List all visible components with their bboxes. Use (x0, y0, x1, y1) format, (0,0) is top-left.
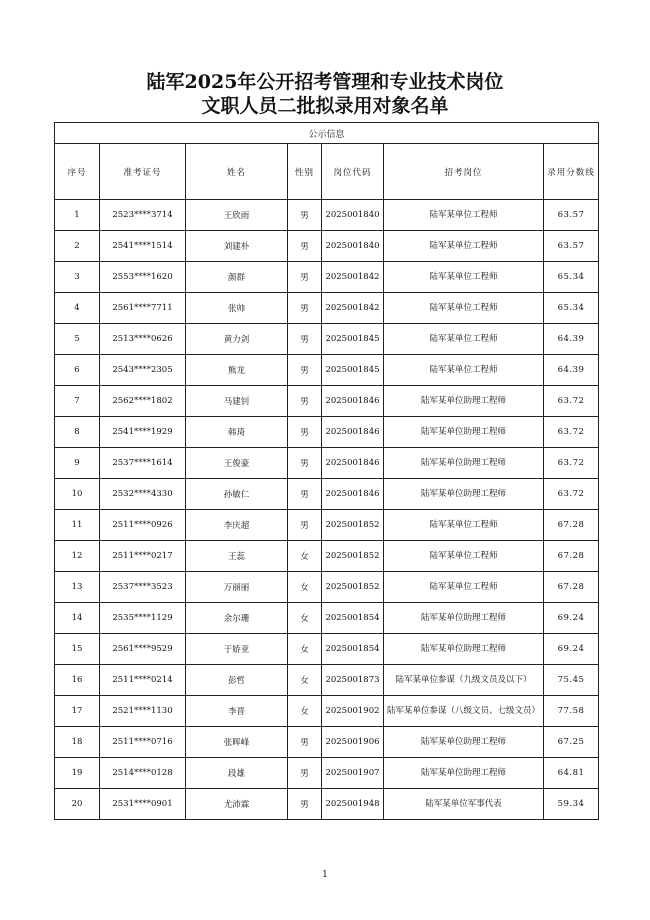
cell-name: 张晖峰 (186, 727, 288, 758)
table-row (55, 324, 599, 355)
cell-post: 陆军某单位工程师 (384, 541, 544, 572)
section-header: 公示信息 (55, 123, 599, 144)
cell-name: 李晋 (186, 696, 288, 727)
cell-post-code: 2025001845 (322, 324, 384, 355)
cell-name: 王俊豪 (186, 448, 288, 479)
cell-post: 陆军某单位参谋（八级文员、七级文员） (384, 696, 544, 727)
cell-post-code: 2025001852 (322, 510, 384, 541)
cell-name: 于娇亚 (186, 634, 288, 665)
cell-name: 孙敏仁 (186, 479, 288, 510)
cell-exam-id: 2535****1129 (100, 603, 186, 634)
cell-post-code: 2025001852 (322, 541, 384, 572)
table-row (55, 789, 599, 820)
cell-post: 陆军某单位助理工程师 (384, 634, 544, 665)
cell-post-code: 2025001902 (322, 696, 384, 727)
cell-exam-id: 2511****0716 (100, 727, 186, 758)
table-row (55, 355, 599, 386)
cell-exam-id: 2543****2305 (100, 355, 186, 386)
cell-index: 6 (55, 355, 100, 386)
cell-score: 64.39 (544, 355, 599, 386)
cell-post: 陆军某单位助理工程师 (384, 386, 544, 417)
cell-index: 13 (55, 572, 100, 603)
cell-index: 20 (55, 789, 100, 820)
page-number: 1 (322, 870, 328, 880)
cell-post-code: 2025001846 (322, 448, 384, 479)
cell-score: 63.72 (544, 417, 599, 448)
cell-gender: 男 (288, 479, 322, 510)
cell-score: 63.57 (544, 231, 599, 262)
cell-exam-id: 2541****1929 (100, 417, 186, 448)
cell-index: 15 (55, 634, 100, 665)
cell-post: 陆军某单位工程师 (384, 324, 544, 355)
cell-exam-id: 2532****4330 (100, 479, 186, 510)
cell-index: 18 (55, 727, 100, 758)
table-row (55, 696, 599, 727)
cell-post: 陆军某单位助理工程师 (384, 479, 544, 510)
cell-post-code: 2025001852 (322, 572, 384, 603)
cell-post: 陆军某单位助理工程师 (384, 417, 544, 448)
document-title (0, 70, 650, 118)
cell-index: 3 (55, 262, 100, 293)
cell-index: 19 (55, 758, 100, 789)
cell-name: 尤沛霖 (186, 789, 288, 820)
cell-name: 韩琦 (186, 417, 288, 448)
roster-body (55, 200, 599, 820)
col-header-post-code: 岗位代码 (322, 144, 384, 200)
cell-post-code: 2025001948 (322, 789, 384, 820)
cell-index: 2 (55, 231, 100, 262)
col-header-score: 录用分数线 (544, 144, 599, 200)
cell-gender: 男 (288, 293, 322, 324)
table-row (55, 727, 599, 758)
cell-index: 5 (55, 324, 100, 355)
cell-post: 陆军某单位参谋（九级文员及以下） (384, 665, 544, 696)
cell-name: 王蕊 (186, 541, 288, 572)
cell-score: 65.34 (544, 262, 599, 293)
cell-gender: 男 (288, 324, 322, 355)
cell-gender: 男 (288, 355, 322, 386)
cell-score: 69.24 (544, 634, 599, 665)
cell-name: 张帅 (186, 293, 288, 324)
cell-score: 67.25 (544, 727, 599, 758)
col-header-post: 招考岗位 (384, 144, 544, 200)
cell-post: 陆军某单位工程师 (384, 293, 544, 324)
cell-gender: 女 (288, 603, 322, 634)
cell-post-code: 2025001845 (322, 355, 384, 386)
cell-score: 63.72 (544, 386, 599, 417)
cell-post: 陆军某单位工程师 (384, 200, 544, 231)
cell-post: 陆军某单位工程师 (384, 262, 544, 293)
cell-post-code: 2025001907 (322, 758, 384, 789)
table-row (55, 479, 599, 510)
cell-post: 陆军某单位工程师 (384, 510, 544, 541)
cell-name: 段雄 (186, 758, 288, 789)
cell-name: 万丽丽 (186, 572, 288, 603)
cell-post: 陆军某单位助理工程师 (384, 603, 544, 634)
cell-gender: 女 (288, 572, 322, 603)
cell-name: 马建钊 (186, 386, 288, 417)
table-row (55, 758, 599, 789)
cell-index: 11 (55, 510, 100, 541)
table-row (55, 448, 599, 479)
col-header-gender: 性别 (288, 144, 322, 200)
cell-post-code: 2025001846 (322, 417, 384, 448)
cell-gender: 男 (288, 448, 322, 479)
cell-index: 10 (55, 479, 100, 510)
cell-post-code: 2025001840 (322, 200, 384, 231)
cell-score: 63.72 (544, 479, 599, 510)
cell-gender: 女 (288, 665, 322, 696)
cell-gender: 女 (288, 634, 322, 665)
cell-index: 12 (55, 541, 100, 572)
table-row (55, 572, 599, 603)
cell-index: 4 (55, 293, 100, 324)
cell-score: 67.28 (544, 572, 599, 603)
cell-score: 65.34 (544, 293, 599, 324)
table-row (55, 293, 599, 324)
cell-post-code: 2025001873 (322, 665, 384, 696)
cell-score: 59.34 (544, 789, 599, 820)
cell-exam-id: 2521****1130 (100, 696, 186, 727)
cell-post-code: 2025001846 (322, 479, 384, 510)
cell-gender: 男 (288, 231, 322, 262)
cell-post-code: 2025001842 (322, 293, 384, 324)
cell-post-code: 2025001854 (322, 634, 384, 665)
cell-exam-id: 2561****7711 (100, 293, 186, 324)
cell-gender: 男 (288, 510, 322, 541)
table-row (55, 417, 599, 448)
cell-exam-id: 2537****1614 (100, 448, 186, 479)
table-row (55, 665, 599, 696)
cell-gender: 男 (288, 386, 322, 417)
admission-roster-table (54, 122, 599, 820)
table-row (55, 231, 599, 262)
cell-exam-id: 2511****0926 (100, 510, 186, 541)
cell-post-code: 2025001842 (322, 262, 384, 293)
table-row (55, 200, 599, 231)
cell-index: 9 (55, 448, 100, 479)
cell-score: 77.58 (544, 696, 599, 727)
cell-post: 陆军某单位助理工程师 (384, 448, 544, 479)
title-line-1: 陆军2025年公开招考管理和专业技术岗位 (146, 71, 504, 93)
cell-gender: 女 (288, 696, 322, 727)
cell-exam-id: 2537****3523 (100, 572, 186, 603)
cell-score: 67.28 (544, 510, 599, 541)
cell-name: 王欣雨 (186, 200, 288, 231)
title-line-2: 文职人员二批拟录用对象名单 (201, 95, 449, 117)
table-row (55, 603, 599, 634)
cell-score: 63.72 (544, 448, 599, 479)
cell-exam-id: 2511****0217 (100, 541, 186, 572)
cell-score: 75.45 (544, 665, 599, 696)
cell-score: 63.57 (544, 200, 599, 231)
col-header-exam-id: 准考证号 (100, 144, 186, 200)
cell-index: 16 (55, 665, 100, 696)
cell-gender: 男 (288, 262, 322, 293)
cell-index: 14 (55, 603, 100, 634)
cell-post: 陆军某单位工程师 (384, 231, 544, 262)
cell-post-code: 2025001840 (322, 231, 384, 262)
cell-post-code: 2025001846 (322, 386, 384, 417)
cell-exam-id: 2531****0901 (100, 789, 186, 820)
cell-score: 69.24 (544, 603, 599, 634)
cell-post: 陆军某单位工程师 (384, 572, 544, 603)
cell-exam-id: 2553****1620 (100, 262, 186, 293)
cell-exam-id: 2513****0626 (100, 324, 186, 355)
cell-score: 64.81 (544, 758, 599, 789)
cell-name: 李庆超 (186, 510, 288, 541)
table-row (55, 634, 599, 665)
cell-index: 1 (55, 200, 100, 231)
table-row (55, 510, 599, 541)
cell-exam-id: 2541****1514 (100, 231, 186, 262)
col-header-index: 序号 (55, 144, 100, 200)
cell-name: 黄力剑 (186, 324, 288, 355)
cell-gender: 男 (288, 789, 322, 820)
table-row (55, 262, 599, 293)
cell-name: 刘建朴 (186, 231, 288, 262)
cell-name: 彭哲 (186, 665, 288, 696)
cell-post-code: 2025001906 (322, 727, 384, 758)
cell-exam-id: 2562****1802 (100, 386, 186, 417)
cell-post: 陆军某单位军事代表 (384, 789, 544, 820)
cell-exam-id: 2511****0214 (100, 665, 186, 696)
cell-index: 17 (55, 696, 100, 727)
cell-name: 余尔珊 (186, 603, 288, 634)
cell-post-code: 2025001854 (322, 603, 384, 634)
col-header-name: 姓名 (186, 144, 288, 200)
cell-post: 陆军某单位助理工程师 (384, 727, 544, 758)
table-row (55, 386, 599, 417)
cell-index: 8 (55, 417, 100, 448)
cell-name: 熊龙 (186, 355, 288, 386)
cell-post: 陆军某单位助理工程师 (384, 758, 544, 789)
cell-score: 64.39 (544, 324, 599, 355)
cell-exam-id: 2514****0128 (100, 758, 186, 789)
cell-gender: 女 (288, 541, 322, 572)
cell-gender: 男 (288, 758, 322, 789)
cell-exam-id: 2561****9529 (100, 634, 186, 665)
cell-exam-id: 2523****3714 (100, 200, 186, 231)
cell-index: 7 (55, 386, 100, 417)
cell-gender: 男 (288, 417, 322, 448)
table-row (55, 541, 599, 572)
cell-post: 陆军某单位工程师 (384, 355, 544, 386)
cell-gender: 男 (288, 727, 322, 758)
cell-gender: 男 (288, 200, 322, 231)
cell-name: 颜群 (186, 262, 288, 293)
cell-score: 67.28 (544, 541, 599, 572)
